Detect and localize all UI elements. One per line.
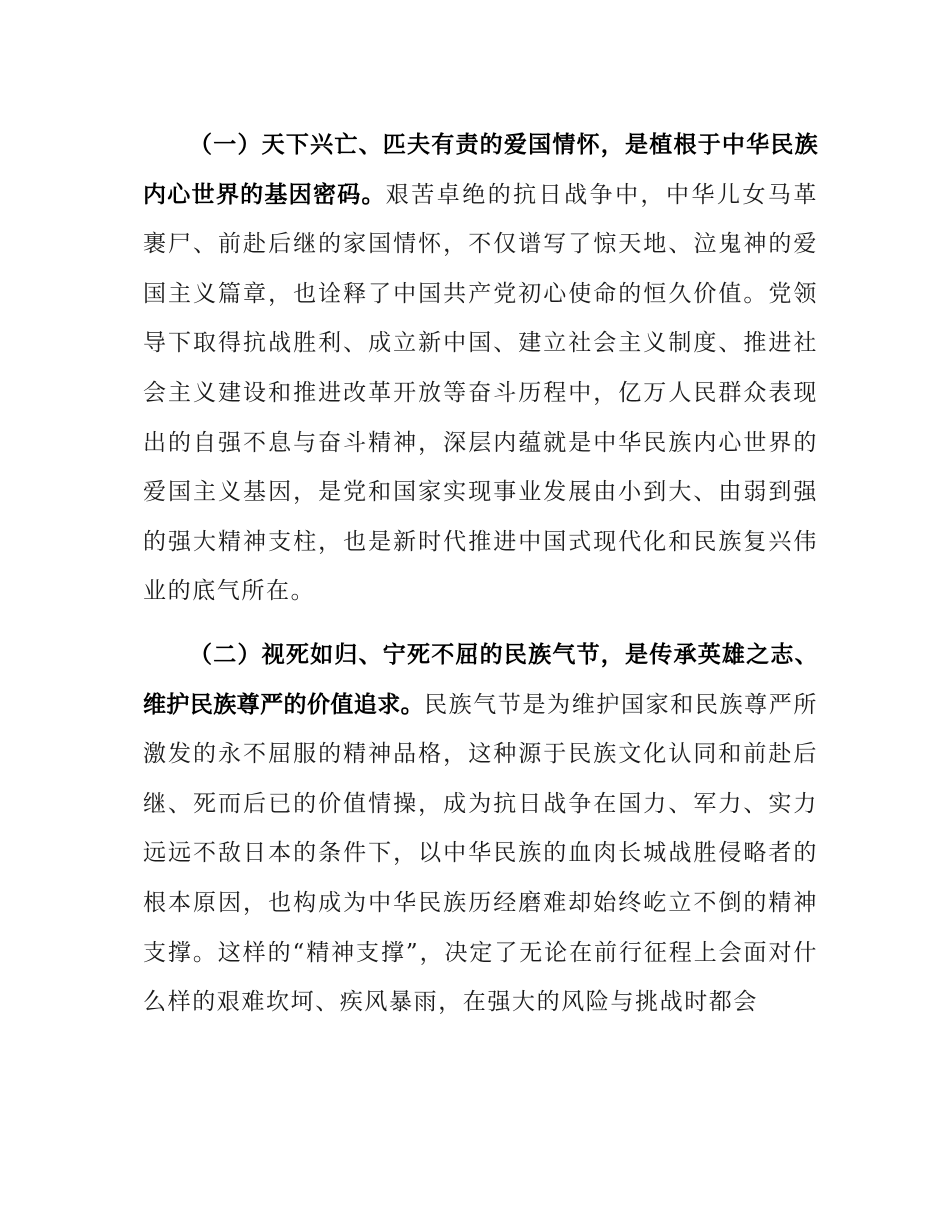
paragraph-1-lead: （一）天下兴亡、匹夫有责的爱国情怀，是植根于中华民族内心世界的基因密码。 [143, 132, 818, 208]
paragraph-1-body: 艰苦卓绝的抗日战争中，中华儿女马革裹尸、前赴后继的家国情怀，不仅谱写了惊天地、泣鬼神的爱国主义篇章，也诠释了中国共产党初心使命的恒久价值。党领导下取得抗战胜利、成立新中国、建立社会主义制度、推进社会主义建设和推进改革开放等奋斗历程中，亿万人民群众表现出的自强不息与奋斗精神，深层内蕴就是中华民族内心世界的爱国主义基因，是党和国家实现事业发展由小到大、由弱到强的强大精神支柱，也是新时代推进中国式现代化和民族复兴伟业的底气所在。 [143, 181, 819, 605]
paragraph-1 [143, 121, 818, 617]
document-body [143, 121, 818, 1028]
paragraph-2-body: 民族气节是为维护国家和民族尊严所激发的永不屈服的精神品格，这种源于民族文化认同和前赴后继、死而后已的价值情操，成为抗日战争在国力、军力、实力远远不敌日本的条件下，以中华民族的血肉长城战胜侵略者的根本原因，也构成为中华民族历经磨难却始终屹立不倒的精神支撑。这样的“精神支撑”，决定了无论在前行征程上会面对什么样的艰难坎坷、疾风暴雨，在强大的风险与挑战时都会 [143, 691, 818, 1016]
paragraph-2-lead: （二）视死如归、宁死不屈的民族气节，是传承英雄之志、维护民族尊严的价值追求。 [143, 641, 818, 718]
paragraph-2 [143, 631, 818, 1028]
